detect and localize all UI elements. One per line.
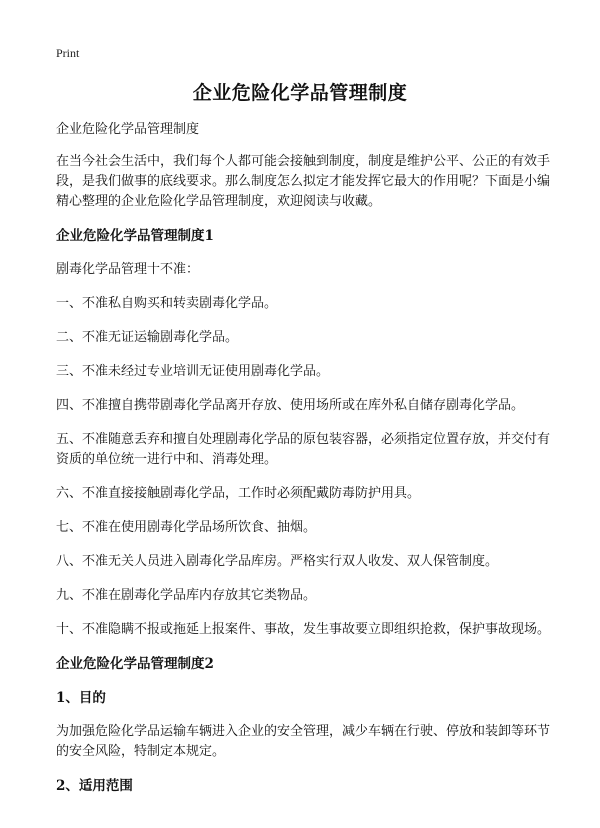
section2-heading: 企业危险化学品管理制度2 [56, 656, 214, 672]
section2-sub2-heading: 2、适用范围 [56, 778, 133, 794]
rule-item: 六、不准直接接触剧毒化学品，工作时必须配戴防毒防护用具。 [56, 486, 421, 501]
print-link[interactable]: Print [56, 46, 80, 60]
rule-item: 二、不准无证运输剧毒化学品。 [56, 330, 239, 345]
rule-item: 七、不准在使用剧毒化学品场所饮食、抽烟。 [56, 520, 317, 535]
section2-sub1-text: 为加强危险化学品运输车辆进入企业的安全管理，减少车辆在行驶、停放和装卸等环节的安全风险，特制定本规定。 [56, 724, 551, 759]
rule-item: 十、不准隐瞒不报或拖延上报案件、事故，发生事故要立即组织抢救，保护事故现场。 [56, 622, 551, 637]
rule-item: 九、不准在剧毒化学品库内存放其它类物品。 [56, 588, 317, 603]
rule-item: 三、不准未经过专业培训无证使用剧毒化学品。 [56, 364, 330, 379]
rule-item: 一、不准私自购买和转卖剧毒化学品。 [56, 296, 278, 311]
intro-subtitle: 企业危险化学品管理制度 [56, 122, 200, 137]
rule-item: 四、不准擅自携带剧毒化学品离开存放、使用场所或在库外私自储存剧毒化学品。 [56, 398, 525, 413]
document-body [56, 120, 556, 810]
section1-heading: 企业危险化学品管理制度1 [56, 228, 214, 244]
section1-lead: 剧毒化学品管理十不准： [56, 262, 200, 277]
page-title: 企业危险化学品管理制度 [192, 82, 408, 104]
rule-item: 八、不准无关人员进入剧毒化学品库房。严格实行双人收发、双人保管制度。 [56, 554, 499, 569]
section2-sub1-heading: 1、目的 [56, 690, 106, 706]
rule-item: 五、不准随意丢弃和擅自处理剧毒化学品的原包装容器，必须指定位置存放，并交付有资质的单位统一进行中和、消毒处理。 [56, 432, 551, 467]
intro-paragraph: 在当今社会生活中，我们每个人都可能会接触到制度，制度是维护公平、公正的有效手段，是我们做事的底线要求。那么制度怎么拟定才能发挥它最大的作用呢？下面是小编精心整理的企业危险化学品管理制度，欢迎阅读与收藏。 [56, 154, 551, 209]
